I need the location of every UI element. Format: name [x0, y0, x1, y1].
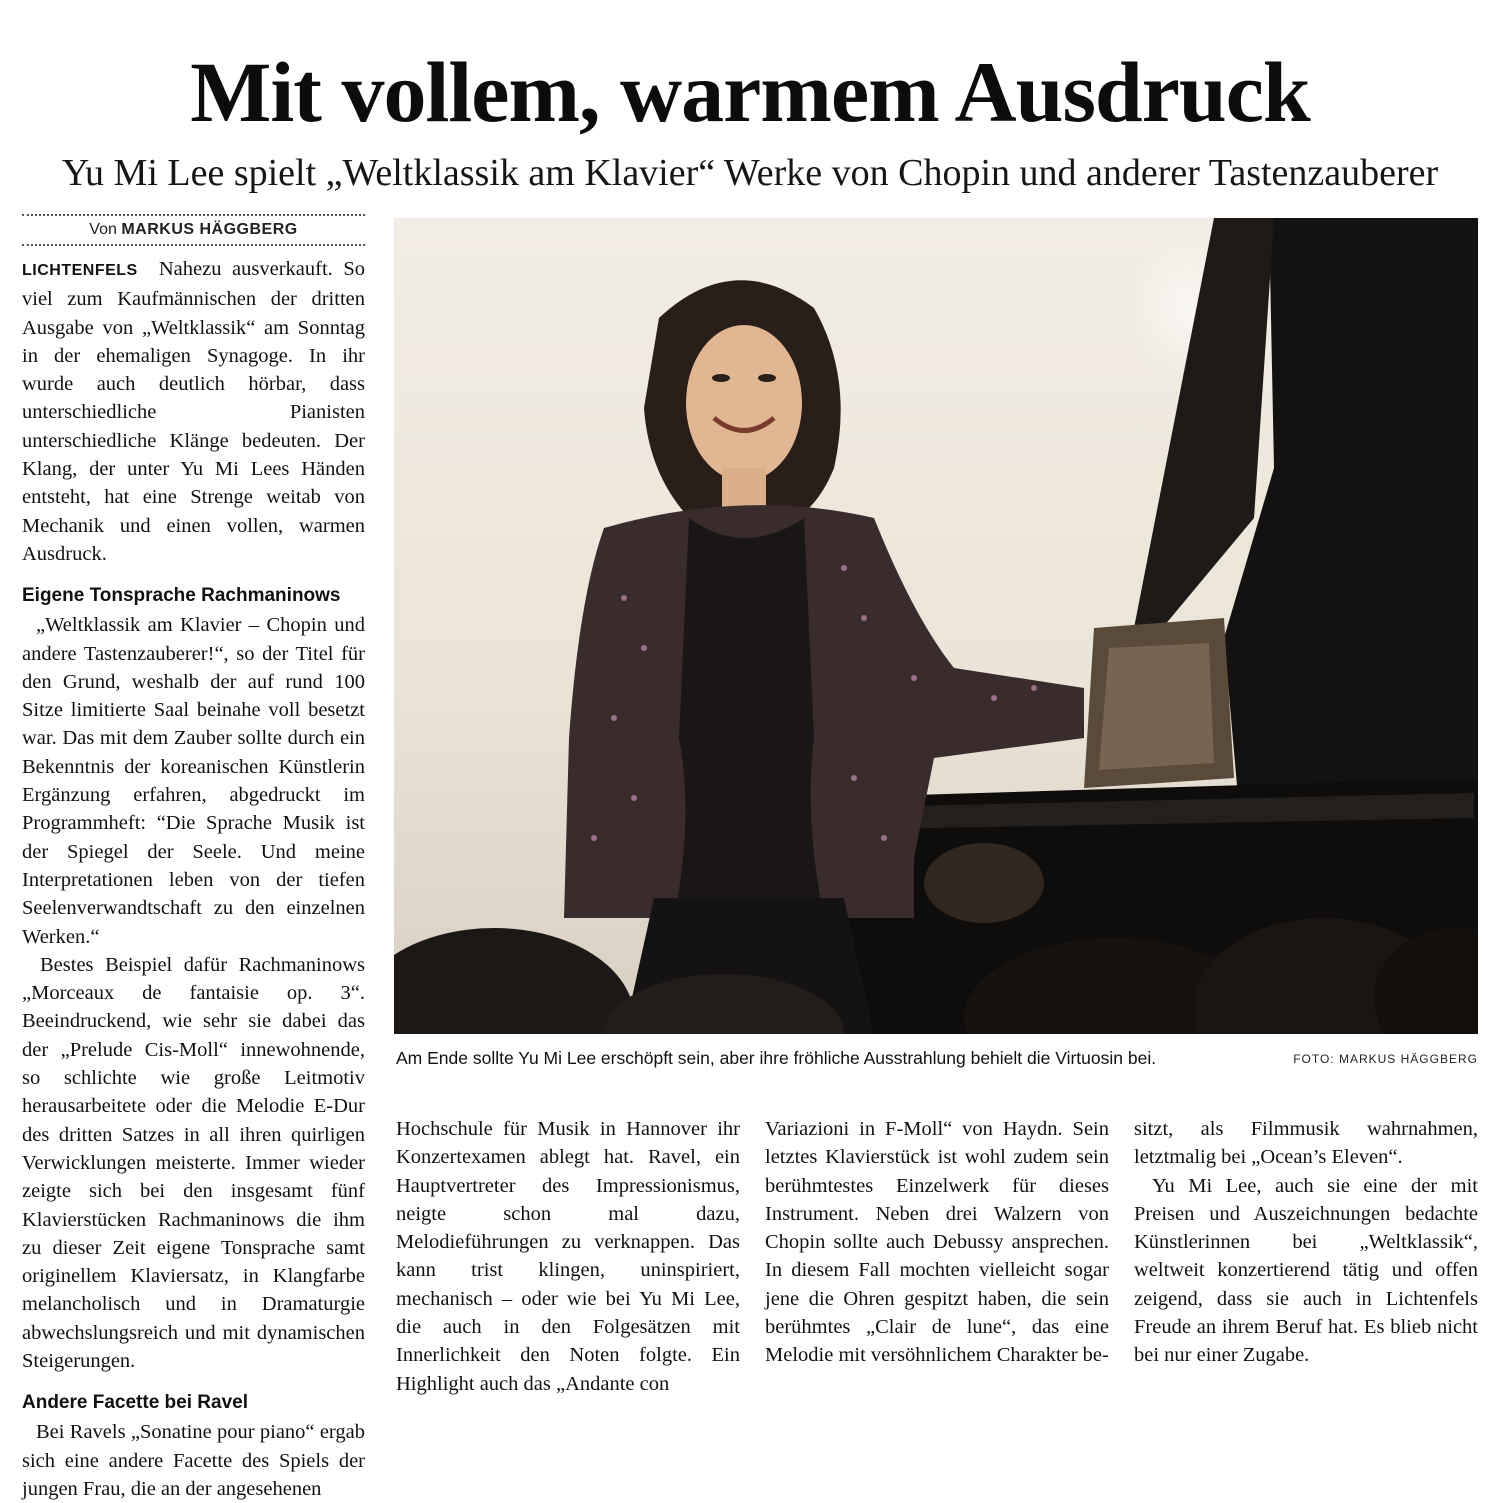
subheadline: Yu Mi Lee spielt „Weltklassik am Klavier“ Werke von Chopin und anderer Tastenzauberer — [61, 152, 1439, 194]
photo-caption: Am Ende sollte Yu Mi Lee erschöpft sein, aber ihre fröhliche Ausstrahlung behielt die Virtuosin bei. — [396, 1048, 1157, 1068]
article-column-3 — [765, 1115, 1109, 1370]
intro-paragraph — [22, 255, 365, 568]
article-column-2 — [396, 1115, 740, 1398]
article-column-1 — [22, 214, 365, 1503]
paragraph: „Weltklassik am Klavier – Chopin und andere Tastenzauberer!“, so der Titel für den Grund, weshalb der auf rund 100 Sitze limitierte Saal beinahe voll besetzt war. Das mit dem Zauber sollte durch ein Bekenntnis der koreanischen Künstlerin Ergänzung erfahren, abgedruckt im Programmheft: “Die Sprache Musik ist der Spiegel der Seele. Und meine Interpretationen leben von der tiefen Seelenverwandtschaft zu den einzelnen Werken.“ — [22, 614, 365, 948]
paragraph: sitzt, als Filmmusik wahrnahmen, letztmalig bei „Ocean’s Eleven“. — [1134, 1118, 1478, 1169]
byline-bottom-rule — [22, 244, 365, 246]
concert-photo — [394, 218, 1478, 1034]
paragraph: Bei Ravels „Sonatine pour piano“ ergab sich eine andere Facette des Spiels der jungen Frau, die an der angesehenen — [22, 1421, 365, 1500]
byline-author: MARKUS HÄGGBERG — [121, 221, 298, 238]
intro-text: Nahezu ausverkauft. So viel zum Kaufmännischen der dritten Ausgabe von „Weltklassik“ am Sonntag in der ehemaligen Synagoge. In ihr wurde auch deutlich hörbar, dass unterschiedliche Pianisten unterschiedliche Klänge bedeuten. Der Klang, der unter Yu Mi Lees Händen entsteht, hat eine Strenge weitab von Mechanik und einen vollen, warmen Ausdruck. — [22, 258, 365, 565]
subhead-ravel: Andere Facette bei Ravel — [22, 1392, 248, 1414]
paragraph: Yu Mi Lee, auch sie eine der mit Preisen und Auszeichnungen bedachte Künstlerinnen bei „Weltklassik“, weltweit konzertierend tätig und offen zeigend, dass sie auch in Lichtenfels Freude an ihrem Beruf hat. Es blieb nicht bei nur einer Zugabe. — [1134, 1174, 1478, 1367]
byline-prefix: Von — [89, 221, 117, 238]
subhead-rachmaninow: Eigene Tonsprache Rachmaninows — [22, 585, 341, 607]
paragraph: Hochschule für Musik in Hannover ihr Konzertexamen ablegt hat. Ravel, ein Hauptvertreter des Impressionismus, neigte schon mal dazu, Melodieführungen zu verknappen. Das kann trist klingen, uninspiriert, mechanisch – oder wie bei Yu Mi Lee, die auch in den Folgesätzen mit Innerlichkeit den Noten folgte. Ein Highlight auch das „Andante con — [396, 1118, 740, 1395]
dateline: LICHTENFELS — [22, 262, 138, 279]
pianist-illustration — [394, 218, 1478, 1034]
photo-credit: FOTO: MARKUS HÄGGBERG — [1293, 1052, 1478, 1066]
paragraph: Bestes Beispiel dafür Rachmaninows „Morceaux de fantaisie op. 3“. Beeindruckend, wie sehr sie dabei das der „Prelude Cis-Moll“ innewohnende, so schlichte wie große Leitmotiv herausarbeitete oder die Melodie E-Dur des dritten Satzes in all ihren quirligen Verwicklungen meisterte. Immer wieder zeigte sich bei den insgesamt fünf Klavierstücken Rachmaninows die ihm zu dieser Zeit eigene Tonsprache samt originellem Klaviersatz, in Klangfarbe melancholisch und in Dramaturgie abwechslungsreich und mit dynamischen Steigerungen. — [22, 953, 365, 1372]
article-column-4 — [1134, 1115, 1478, 1370]
headline: Mit vollem, warmem Ausdruck — [190, 44, 1310, 140]
paragraph: Variazioni in F-Moll“ von Haydn. Sein letztes Klavierstück ist wohl zudem sein berühmtestes Einzelwerk für dieses Instrument. Neben drei Walzern von Chopin sollte auch Debussy ansprechen. In diesem Fall mochten vielleicht sogar jene die Ohren gespitzt haben, die sein berühmtes „Clair de lune“, das eine Melodie mit versöhnlichem Charakter be- — [765, 1118, 1109, 1367]
byline — [22, 216, 365, 244]
